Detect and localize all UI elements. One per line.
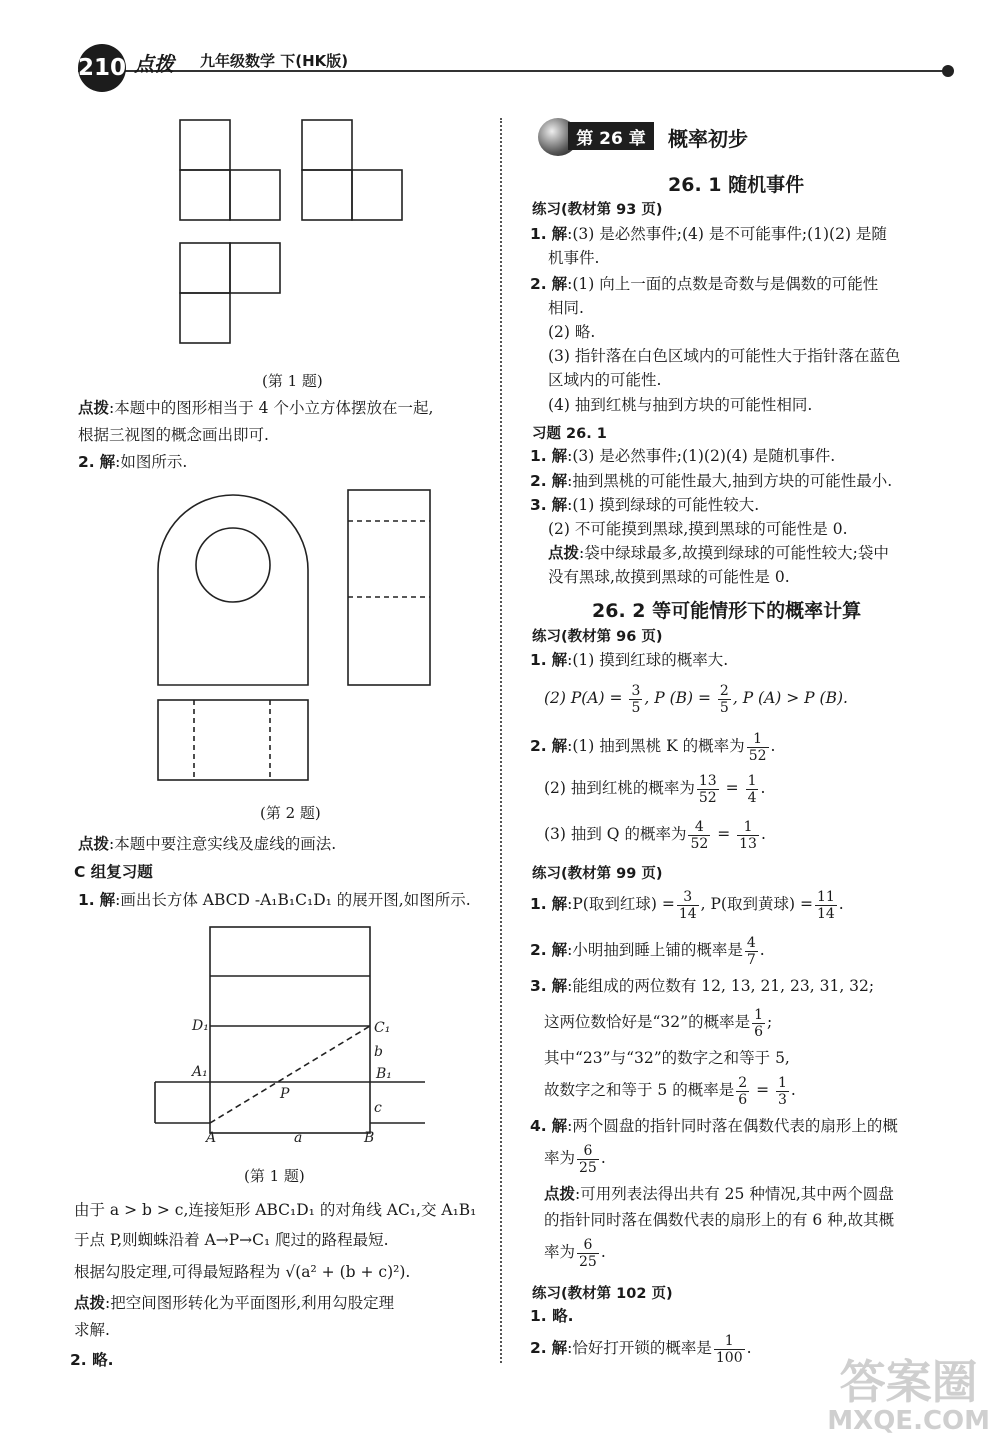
q4-line1 — [530, 1116, 898, 1136]
answer-label: 解 — [551, 275, 568, 293]
e1-line: 1. 略. — [530, 1307, 574, 1325]
tip-text: :可用列表法得出共有 25 种情况,其中两个圆盘 — [575, 1185, 894, 1203]
answer-label: 解 — [551, 496, 568, 514]
numerator: 3 — [677, 889, 699, 906]
figure1-caption: (第 1 题) — [262, 372, 323, 390]
answer-text: :能组成的两位数有 12, 13, 21, 23, 31, 32; — [567, 977, 875, 995]
formula-text: (2) P(A) = — [544, 689, 623, 707]
watermark — [827, 1355, 990, 1436]
exercise-102-heading: 练习(教材第 102 页) — [532, 1286, 673, 1302]
answer-label: 解 — [551, 1339, 568, 1357]
denominator: 13 — [739, 835, 757, 852]
answer-text: :(1) 向上一面的点数是奇数与是偶数的可能性 — [567, 275, 879, 293]
denominator: 5 — [631, 699, 641, 716]
c1-line1: 由于 a > b > c,连接矩形 ABC₁D₁ 的对角线 AC₁,交 A₁B₁ — [74, 1201, 477, 1219]
question-number: 1. — [530, 225, 547, 243]
x1-line — [530, 446, 835, 466]
fraction — [677, 889, 699, 922]
fraction — [688, 819, 710, 852]
c1-line3: 根据勾股定理,可得最短路程为 √(a² + (b + c)²). — [74, 1263, 411, 1281]
watermark-text: 答案圈 — [839, 1355, 978, 1409]
numerator: 1 — [714, 1333, 745, 1350]
answer-text: :如图所示. — [115, 453, 188, 471]
answer-label: 解 — [551, 472, 568, 490]
denominator: 6 — [738, 1091, 748, 1108]
q4-tip-line3: 率为 $\frac{6}{25}$ . — [544, 1236, 606, 1270]
label-D1: D₁ — [192, 1018, 209, 1034]
formula-text: , P (B) = — [644, 689, 711, 707]
answer-label: 解 — [551, 941, 568, 959]
tip-label: 点拨 — [544, 1185, 576, 1203]
q3-line2: 这两位数恰好是“32”的概率是 $\frac{1}{6}$ ; — [544, 1006, 773, 1040]
label-b: b — [374, 1044, 383, 1060]
section-26-2-heading: 26. 2 等可能情形下的概率计算 — [592, 600, 862, 622]
denominator: 25 — [579, 1253, 597, 1270]
answer-text: 这两位数恰好是“32”的概率是 — [544, 1013, 751, 1031]
tip2-line — [78, 834, 336, 854]
fraction — [736, 1075, 749, 1108]
label-a: a — [294, 1130, 303, 1146]
question-number: 2. — [530, 737, 547, 755]
page-number: 210 — [78, 44, 126, 92]
fraction — [747, 731, 769, 764]
figure3-caption: (第 1 题) — [244, 1167, 305, 1185]
label-P: P — [280, 1086, 290, 1102]
fraction — [815, 889, 837, 922]
answer-label: 解 — [551, 895, 568, 913]
answer-text: :(3) 是必然事件;(4) 是不可能事件;(1)(2) 是随 — [567, 225, 887, 243]
tip3-line2: 求解. — [74, 1321, 110, 1339]
answer-label: 解 — [551, 447, 568, 465]
numerator: 4 — [746, 934, 756, 951]
question-number: 3. — [530, 496, 547, 514]
q2-line: 2. 解:小明抽到睡上铺的概率是 $\frac{4}{7}$ . — [530, 934, 765, 968]
x3-tip-line1 — [548, 543, 889, 563]
fraction — [714, 1333, 745, 1366]
c1-line — [78, 890, 471, 910]
p2-line2: (2) 抽到红桃的概率为 $\frac{13}{52}$ = $\frac{1}{4}$ . — [544, 772, 766, 806]
answer-text: :(1) 抽到黑桃 K 的概率为 — [567, 737, 745, 755]
p2-line1: 2. 解:(1) 抽到黑桃 K 的概率为 $\frac{1}{52}$ . — [530, 730, 776, 764]
r2-line5: 区域内的可能性. — [548, 371, 662, 389]
exercise-99-heading: 练习(教材第 99 页) — [532, 866, 663, 882]
answer-text: 率为 — [544, 1149, 576, 1167]
label-A: A — [206, 1130, 217, 1146]
answer-text: :恰好打开锁的概率是 — [567, 1339, 712, 1357]
tip-text: :袋中绿球最多,故摸到绿球的可能性较大;袋中 — [579, 544, 889, 562]
exercise-93-heading: 练习(教材第 93 页) — [532, 202, 663, 218]
tip3-line1 — [74, 1293, 394, 1313]
r2-line3: (2) 略. — [548, 323, 596, 341]
denominator: 14 — [816, 905, 835, 922]
p2-line3: (3) 抽到 Q 的概率为 $\frac{4}{52}$ = $\frac{1}{13}$ . — [544, 818, 766, 852]
q3-line4: 故数字之和等于 5 的概率是 $\frac{2}{6}$ = $\frac{1}{3}$ . — [544, 1074, 796, 1108]
denominator: 52 — [690, 835, 709, 852]
answer-label: 解 — [551, 737, 568, 755]
question-number: 3. — [530, 977, 547, 995]
fraction — [629, 683, 642, 716]
figure2-caption: (第 2 题) — [260, 804, 321, 822]
q4-tip-line2: 的指针同时落在偶数代表的扇形上的有 6 种,故其概 — [544, 1211, 895, 1229]
answer-label: 解 — [551, 1117, 568, 1135]
numerator: 4 — [688, 819, 710, 836]
x3-line1 — [530, 495, 759, 515]
book-title: 九年级数学 下(HK版) — [200, 52, 349, 70]
numerator: 6 — [577, 1143, 599, 1160]
tip1-line1 — [78, 398, 433, 418]
chapter-label: 第 26 章 — [568, 122, 654, 150]
fraction — [697, 773, 719, 806]
answer-label: 解 — [99, 453, 116, 471]
label-A1: A₁ — [192, 1064, 208, 1080]
tip-label: 点拨 — [74, 1294, 106, 1312]
fraction — [752, 1007, 765, 1040]
q2-line — [78, 452, 187, 472]
tip-label: 点拨 — [78, 835, 110, 853]
fraction — [737, 819, 759, 852]
q1-line: 1. 解:P(取到红球) = $\frac{3}{14}$ , P(取到黄球) = $\frac{11}{14}$ . — [530, 888, 844, 922]
cuboid-net-figure — [150, 920, 450, 1150]
column-divider — [500, 118, 502, 1363]
answer-text: :抽到黑桃的可能性最大,抽到方块的可能性最小. — [567, 472, 893, 490]
exercise-set-26-1-heading: 习题 26. 1 — [532, 426, 607, 442]
tip-label: 点拨 — [548, 544, 580, 562]
label-B1: B₁ — [376, 1066, 392, 1082]
question-number: 2. — [530, 275, 547, 293]
denominator: 52 — [748, 747, 767, 764]
answer-text: :画出长方体 ABCD -A₁B₁C₁D₁ 的展开图,如图所示. — [115, 891, 471, 909]
answer-text: 故数字之和等于 5 的概率是 — [544, 1081, 735, 1099]
q4-tip-line1 — [544, 1184, 894, 1204]
q4-line2: 率为 $\frac{6}{25}$ . — [544, 1142, 606, 1176]
question-number: 1. — [530, 651, 547, 669]
tip-text: :把空间图形转化为平面图形,利用勾股定理 — [105, 1294, 395, 1312]
c1-line2: 于点 P,则蜘蛛沿着 A→P→C₁ 爬过的路程最短. — [74, 1231, 389, 1249]
formula-text: , P (A) > P (B). — [732, 689, 848, 707]
denominator: 7 — [746, 951, 756, 968]
numerator: 1 — [777, 1074, 787, 1091]
c2-line: 2. 略. — [70, 1351, 114, 1369]
exercise-96-heading: 练习(教材第 96 页) — [532, 629, 663, 645]
numerator: 3 — [631, 682, 641, 699]
label-c: c — [374, 1100, 382, 1116]
question-number: 2. — [530, 1339, 547, 1357]
answer-text: :(3) 是必然事件;(1)(2)(4) 是随机事件. — [567, 447, 836, 465]
numerator: 6 — [577, 1237, 599, 1254]
tip-label: 点拨 — [78, 399, 110, 417]
x3-line2: (2) 不可能摸到黑球,摸到黑球的可能性是 0. — [548, 520, 848, 538]
question-number: 2. — [530, 941, 547, 959]
answer-text: :P(取到红球) = — [567, 895, 675, 913]
fraction — [577, 1143, 599, 1176]
tip1-line2: 根据三视图的概念画出即可. — [78, 426, 269, 444]
tip-text: :本题中要注意实线及虚线的画法. — [109, 835, 337, 853]
fraction — [577, 1237, 599, 1270]
answer-text: :(1) 摸到红球的概率大. — [567, 651, 729, 669]
answer-text: (3) 抽到 Q 的概率为 — [544, 825, 687, 843]
label-B: B — [364, 1130, 375, 1146]
denominator: 100 — [715, 1349, 743, 1366]
fraction — [746, 773, 759, 806]
answer-text: , P(取到黄球) = — [700, 895, 813, 913]
fraction — [776, 1075, 789, 1108]
q3-line1 — [530, 976, 874, 996]
answer-label: 解 — [99, 891, 116, 909]
denominator: 4 — [747, 789, 757, 806]
answer-text: :两个圆盘的指针同时落在偶数代表的扇形上的概 — [567, 1117, 898, 1135]
q3-line3: 其中“23”与“32”的数字之和等于 5, — [544, 1049, 790, 1067]
part-views-figure — [150, 485, 450, 790]
tip-text: 率为 — [544, 1243, 576, 1261]
denominator: 5 — [719, 699, 729, 716]
numerator: 13 — [698, 772, 717, 789]
question-number: 2. — [530, 472, 547, 490]
denominator: 14 — [678, 905, 697, 922]
question-number: 4. — [530, 1117, 547, 1135]
numerator: 1 — [747, 772, 757, 789]
denominator: 6 — [754, 1023, 763, 1040]
p1-line2 — [544, 678, 848, 718]
numerator: 1 — [747, 731, 769, 748]
answer-text: :小明抽到睡上铺的概率是 — [567, 941, 743, 959]
p1-line1 — [530, 650, 728, 670]
numerator: 1 — [737, 819, 759, 836]
answer-text: :(1) 摸到绿球的可能性较大. — [567, 496, 760, 514]
section-26-1-heading: 26. 1 随机事件 — [668, 174, 805, 196]
question-number: 2. — [78, 453, 95, 471]
denominator: 52 — [698, 789, 717, 806]
r2-line1 — [530, 274, 878, 294]
denominator: 25 — [579, 1159, 597, 1176]
chapter-badge — [538, 118, 656, 156]
question-number: 1. — [530, 895, 547, 913]
r1-line2: 机事件. — [548, 249, 600, 267]
label-C1: C₁ — [374, 1020, 391, 1036]
numerator: 11 — [816, 888, 835, 905]
e2-line: 2. 解:恰好打开锁的概率是 $\frac{1}{100}$ . — [530, 1332, 752, 1366]
x3-tip-line2: 没有黑球,故摸到黑球的可能性是 0. — [548, 568, 790, 586]
fraction — [718, 683, 731, 716]
question-number: 1. — [78, 891, 95, 909]
numerator: 2 — [738, 1074, 748, 1091]
answer-label: 解 — [551, 651, 568, 669]
answer-label: 解 — [551, 977, 568, 995]
group-c-heading: C 组复习题 — [74, 863, 153, 881]
book-logo: 点拨 — [134, 52, 174, 76]
r2-line4: (3) 指针落在白色区域内的可能性大于指针落在蓝色 — [548, 347, 901, 365]
numerator: 1 — [754, 1006, 763, 1023]
tip-text: :本题中的图形相当于 4 个小立方体摆放在一起, — [109, 399, 434, 417]
numerator: 2 — [719, 682, 729, 699]
question-number: 1. — [530, 447, 547, 465]
r1-line1 — [530, 224, 887, 244]
header-rule-end-dot — [942, 65, 954, 77]
chapter-title: 概率初步 — [668, 127, 748, 151]
watermark-url: MXQE.COM — [827, 1406, 990, 1436]
three-view-figure — [170, 115, 420, 355]
answer-label: 解 — [551, 225, 568, 243]
r2-line2: 相同. — [548, 299, 584, 317]
answer-text: (2) 抽到红桃的概率为 — [544, 779, 695, 797]
x2-line — [530, 471, 892, 491]
denominator: 3 — [777, 1091, 787, 1108]
fraction — [745, 935, 758, 968]
r2-line6: (4) 抽到红桃与抽到方块的可能性相同. — [548, 396, 813, 414]
